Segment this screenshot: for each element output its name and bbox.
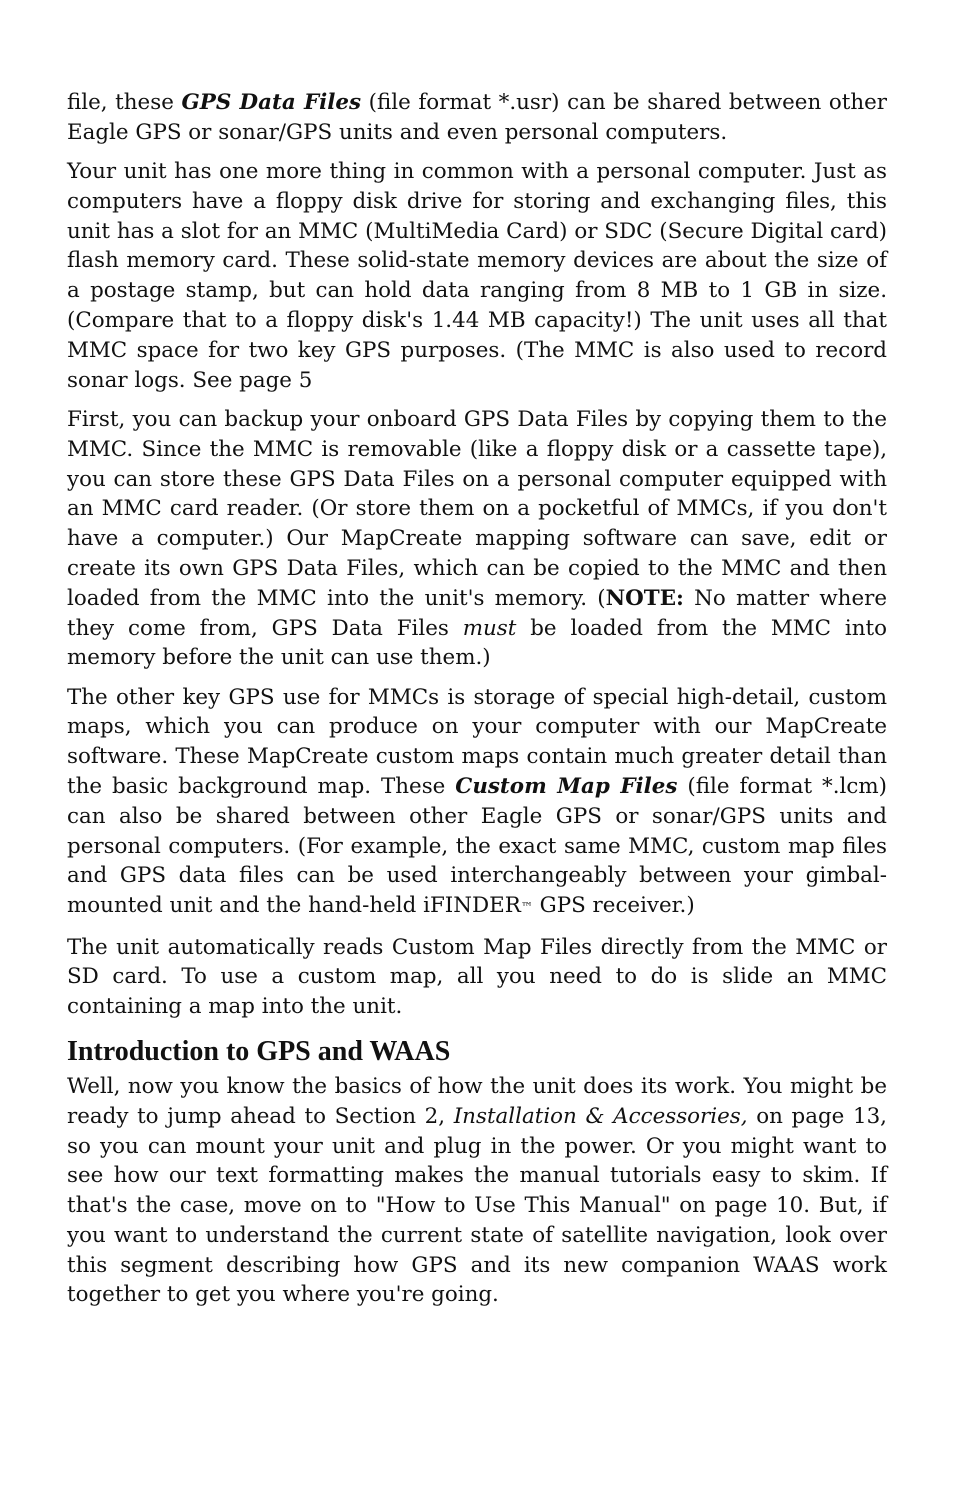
trademark-symbol: ™ — [520, 900, 533, 915]
emphasis-custom-map-files: Custom Map Files — [455, 774, 678, 800]
text-run: Your unit has one more thing in common with a personal computer. Just as computers have a floppy disk drive for storing and exchanging files, this unit has a slot for an MMC (MultiMedia Card) or SDC (Secure Digital card) flash memory card. These solid-state memory devices are about the size of a postage stamp, but can hold data ranging from 8 MB to 1 GB in size. (Compare that to a floppy disk's 1.44 MB capacity!) The unit uses all that MMC space for two key GPS purposes. (The MMC is also used to record sonar logs. See page 5 — [67, 159, 887, 393]
text-run: (file format *.lcm) can also be shared between other Eagle GPS or sonar/GPS units and personal computers. (For example, the exact same MMC, custom map files and GPS data files can be used interchangeably between your gimbal-mounted unit and the hand-held iFINDER — [67, 774, 888, 919]
section-heading: Introduction to GPS and WAAS — [67, 1035, 451, 1067]
paragraph-backup — [67, 405, 887, 673]
document-page — [67, 88, 887, 1320]
text-run: (file format *.usr) can be shared between other Eagle GPS or sonar/GPS units and even personal computers. — [67, 90, 887, 145]
text-run: First, you can backup your onboard GPS Data Files by copying them to the MMC. Since the MMC is removable (like a floppy disk or a cassette tape), you can store these GPS Data Files on a personal computer equipped with an MMC card reader. (Or store them on a pocketful of MMCs, if you don't have a computer.) Our MapCreate mapping software can save, edit or create its own GPS Data Files, which can be copied to the MMC and then loaded from the MMC into the unit's memory. ( — [67, 406, 887, 611]
emphasis-installation: Installation & Accessories, — [453, 1103, 748, 1129]
text-run: Well, now you know the basics of how the unit does its work. You might be ready to jump ahead to Section 2, — [67, 1073, 887, 1129]
paragraph-intro-gps — [67, 1072, 887, 1310]
emphasis-gps-data-files: GPS Data Files — [181, 90, 362, 115]
text-run: on page 13, so you can mount your unit and plug in the power. Or you might want to see how our text formatting makes the manual tutorials easy to skim. If that's the case, move on to "How to Use This Manual" on page 10. But, if you want to understand the current state of satellite navigation, look over this segment describing how GPS and its new companion WAAS work together to get you where you're going. — [67, 1103, 887, 1308]
paragraph-mmc-slot — [67, 157, 887, 395]
paragraph-custom-maps — [67, 683, 887, 923]
paragraph-gps-data-files — [67, 88, 887, 148]
text-run: No matter where they come from, GPS Data Files — [67, 585, 887, 641]
text-run: GPS receiver.) — [532, 893, 695, 919]
text-run: The unit automatically reads Custom Map Files directly from the MMC or SD card. To use a custom map, all you need to do is slide an MMC containing a map into the unit. — [67, 934, 887, 1020]
emphasis-must: must — [462, 615, 517, 641]
text-run: file, these — [67, 90, 182, 115]
note-label: NOTE: — [605, 585, 684, 611]
paragraph-auto-read — [67, 933, 887, 1022]
text-run: be loaded from the MMC into memory before the unit can use them.) — [67, 615, 887, 671]
text-run: The other key GPS use for MMCs is storage of special high-detail, custom maps, which you can produce on your computer with our MapCreate software. These MapCreate custom maps contain much greater detail than the basic background map. These — [67, 684, 887, 800]
